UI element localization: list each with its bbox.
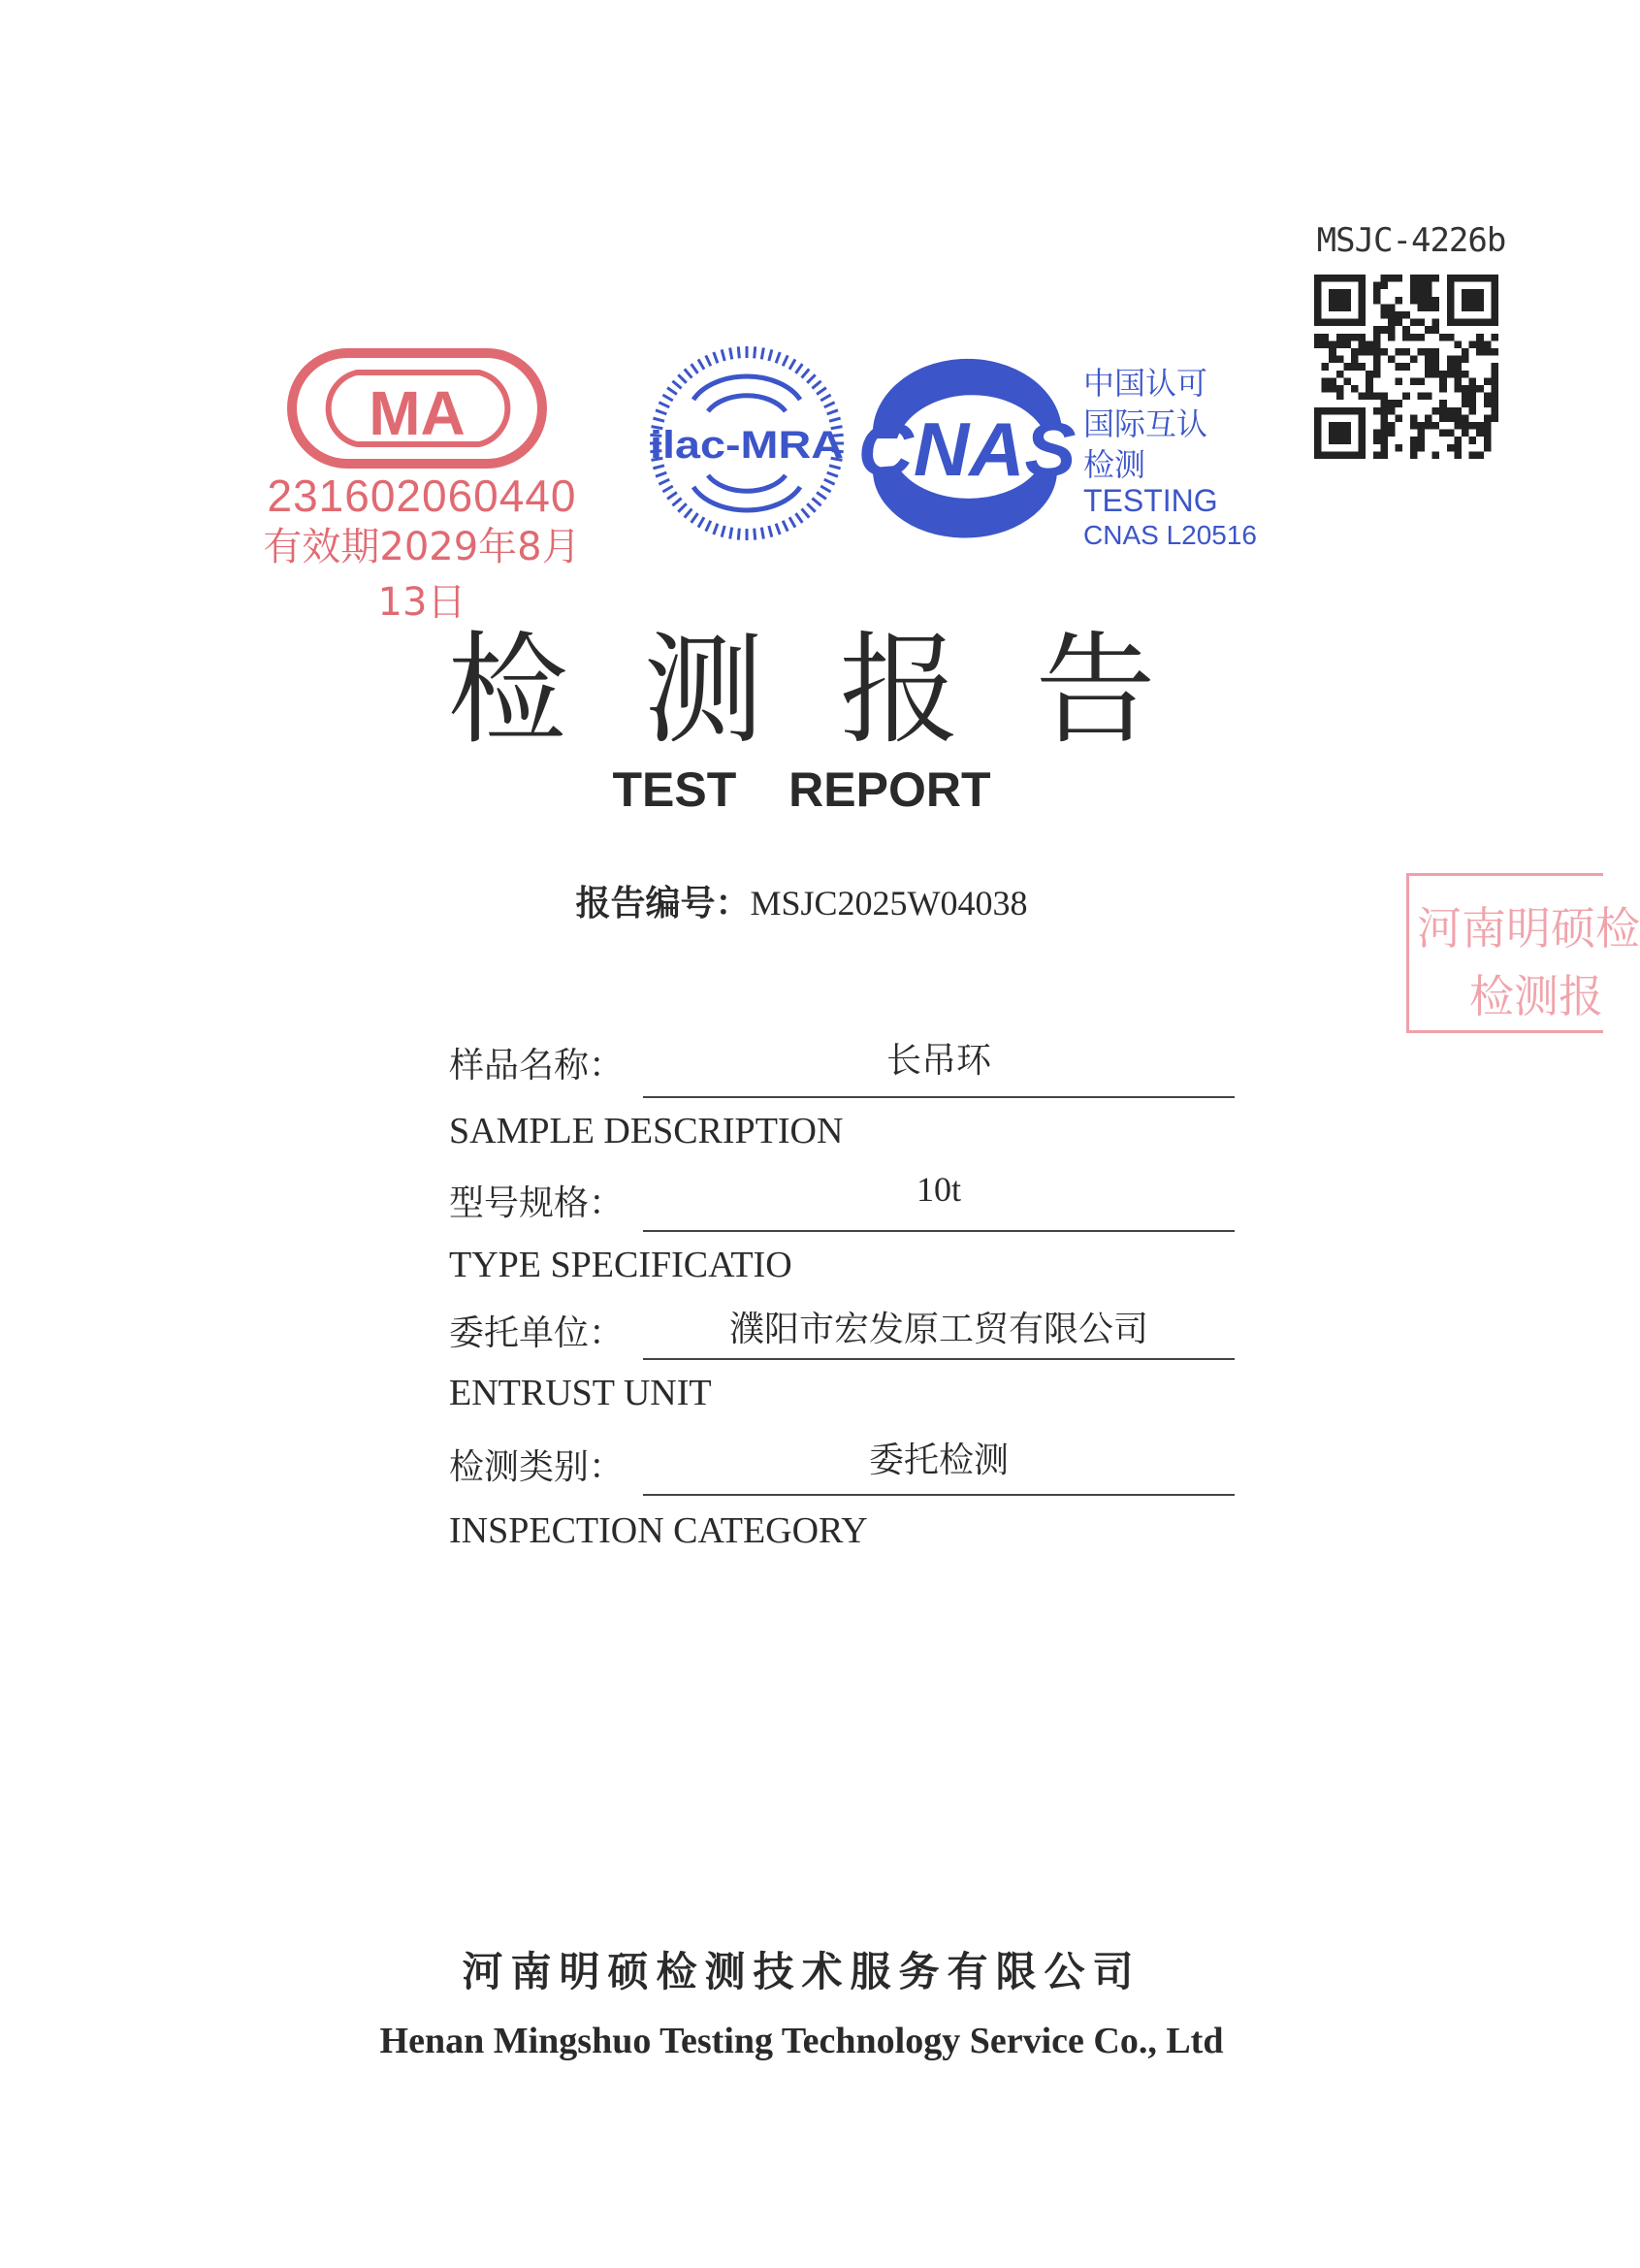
report-title-cn: 检测报告: [447, 621, 1232, 761]
cnas-logo: [853, 361, 1081, 535]
type-specification-label: TYPE SPECIFICATIO: [449, 1245, 792, 1285]
cnas-label-line4: TESTING: [1083, 483, 1218, 518]
sample-name-label: 样品名称：: [449, 1046, 625, 1085]
inspection-category-label-cn: 检测类别：: [449, 1447, 625, 1487]
report-number-label: 报告编号：: [575, 884, 751, 923]
sample-description-label: SAMPLE DESCRIPTION: [449, 1111, 844, 1151]
report-title-en: TEST REPORT: [612, 762, 991, 817]
cnas-accreditation-number: CNAS L20516: [1083, 520, 1258, 550]
model-spec-label: 型号规格：: [449, 1183, 625, 1223]
cma-logo-text: MA: [369, 378, 466, 448]
entrust-unit-label-en: ENTRUST UNIT: [449, 1373, 712, 1413]
model-spec-value: 10t: [916, 1170, 961, 1209]
cma-valid-until: 有效期2029年8月13日: [263, 525, 581, 625]
seal-line2: 检测报: [1469, 970, 1603, 1022]
qr-code-label: MSJC-4226b: [1316, 221, 1506, 260]
cnas-label-line1: 中国认可: [1083, 365, 1208, 402]
cnas-label-line2: 国际互认: [1083, 405, 1208, 442]
inspection-category-underline: [643, 1494, 1235, 1496]
seal-line1: 河南明硕检: [1417, 902, 1640, 955]
cma-number: 231602060440: [267, 470, 577, 521]
entrust-unit-value: 濮阳市宏发原工贸有限公司: [728, 1310, 1148, 1349]
cma-logo: [289, 341, 545, 475]
ilac-mra-text: ilac-MRA: [650, 424, 844, 467]
company-name-en: Henan Mingshuo Testing Technology Service Co., Ltd: [379, 2021, 1224, 2061]
entrust-unit-label-cn: 委托单位：: [449, 1313, 625, 1353]
inspection-category-label-en: INSPECTION CATEGORY: [449, 1510, 868, 1551]
report-number: [0, 876, 1603, 925]
ilac-mra-logo: [645, 341, 849, 545]
report-number-value: MSJC2025W04038: [750, 884, 1028, 923]
company-seal-partial: [1406, 873, 1640, 1033]
company-name-cn: 河南明硕检测技术服务有限公司: [462, 1948, 1142, 1995]
entrust-unit-underline: [643, 1358, 1235, 1360]
inspection-category-value: 委托检测: [868, 1441, 1009, 1480]
sample-name-underline: [643, 1096, 1235, 1098]
cnas-logo-text: CNAS: [857, 406, 1077, 492]
model-spec-underline: [643, 1230, 1235, 1232]
qr-code: [1314, 275, 1498, 459]
sample-name-value: 长吊环: [885, 1041, 991, 1081]
cnas-label-line3: 检测: [1083, 446, 1146, 483]
